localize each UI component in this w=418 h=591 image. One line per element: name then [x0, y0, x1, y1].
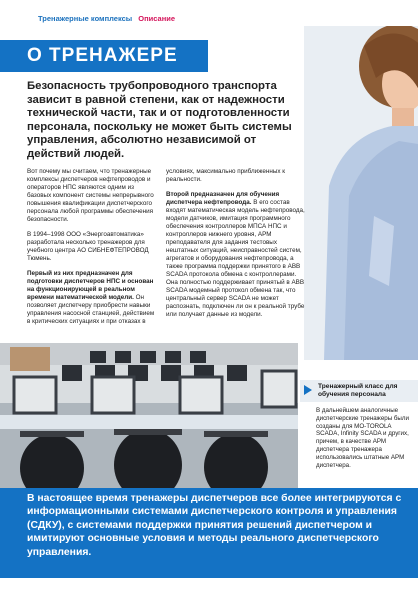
col1-paragraph-2: В 1994–1998 ООО «Энергоавтоматика» разработала несколько тренажеров для учебного центра АО СИБНЕФТЕПРОВОД Тюмень.: [27, 231, 149, 262]
text-column-1: [27, 168, 159, 333]
col1-paragraph-3: [27, 270, 159, 326]
col1-paragraph-1: Вот почему мы считаем, что тренажерные комплексы диспетчеров нефтепроводов и операторов НПС являются одним из базовых компонент системы непрерывного повышения квалификации диспетчерского персонала любой программы обеспечения безопасности.: [27, 168, 154, 223]
col2-paragraph-2: [166, 191, 306, 319]
bottom-callout-text: В настоящее время тренажеры диспетчеров все более интегрируются с информационными системами диспетчерского контроля и управления (СДКУ), с системами поддержки принятия решений диспетчером и имитируют основные условия и методы реального диспетчерского управления.: [27, 493, 402, 558]
photo-classroom: [0, 343, 298, 495]
page-title: О ТРЕНАЖЕРЕ: [27, 45, 178, 66]
title-bar: [0, 40, 208, 72]
photo-caption: [300, 380, 418, 469]
col2-paragraph-2-rest: В его состав входят математическая модель нефтепровода, модели датчиков, имитация программного обеспечения контроллеров МПСА НПС и контроллеров нижнего уровня, АРМ преподавателя для задания тестовых нештатных ситуаций, неисправностей систем, агрегатов и оборудования нефтепровода, а также программа поддержки принятого в АВВ SCADA протокола обмена с контроллерами. Она полностью поддерживает принятый в АВВ SCADA модемный протокол обмена так, что центральный сервер SCADA не может распознать, подключен ли он к реальной трубе или получает данные из модели.: [166, 199, 305, 318]
lead-paragraph: Безопасность трубопроводного транспорта зависит в равной степени, как от надежности технической части, так и от подготовленности персонала, поскольку не может быть системы управления, абсолютно независимой от действий людей.: [27, 80, 292, 160]
caption-title: [300, 380, 418, 402]
col2-paragraph-2-bold: Второй предназначен для обучения диспетчера нефтепровода.: [166, 191, 280, 206]
col1-paragraph-3-rest: Он позволяет диспетчеру приобрести навыки управления насосной станцией, действием в критических ситуациях и при отказах в: [27, 294, 155, 325]
col2-paragraph-1: условиях, максимально приближенных к реальности.: [166, 168, 286, 183]
photo-woman: [304, 26, 418, 360]
caption-title-text: Тренажерный класс для обучения персонала: [318, 383, 398, 398]
triangle-right-icon: [304, 385, 312, 395]
breadcrumb: [38, 14, 175, 23]
breadcrumb-separator: [134, 14, 136, 23]
caption-text: В дальнейшем аналогичные диспетчерские тренажеры были созданы для MO-TOROLA SCADA, Infinity SCADA и других, причем, в качестве АРМ диспетчера тренажера использовались штатные АРМ диспетчера.: [316, 407, 409, 469]
breadcrumb-section: Тренажерные комплексы: [38, 14, 133, 23]
text-column-2: [166, 168, 306, 326]
bottom-callout: [0, 488, 418, 578]
breadcrumb-current: Описание: [138, 14, 176, 23]
col1-paragraph-3-bold: Первый из них предназначен для подготовки диспетчеров НПС и основан на функционирующей в реальном времени математической модели.: [27, 270, 154, 301]
